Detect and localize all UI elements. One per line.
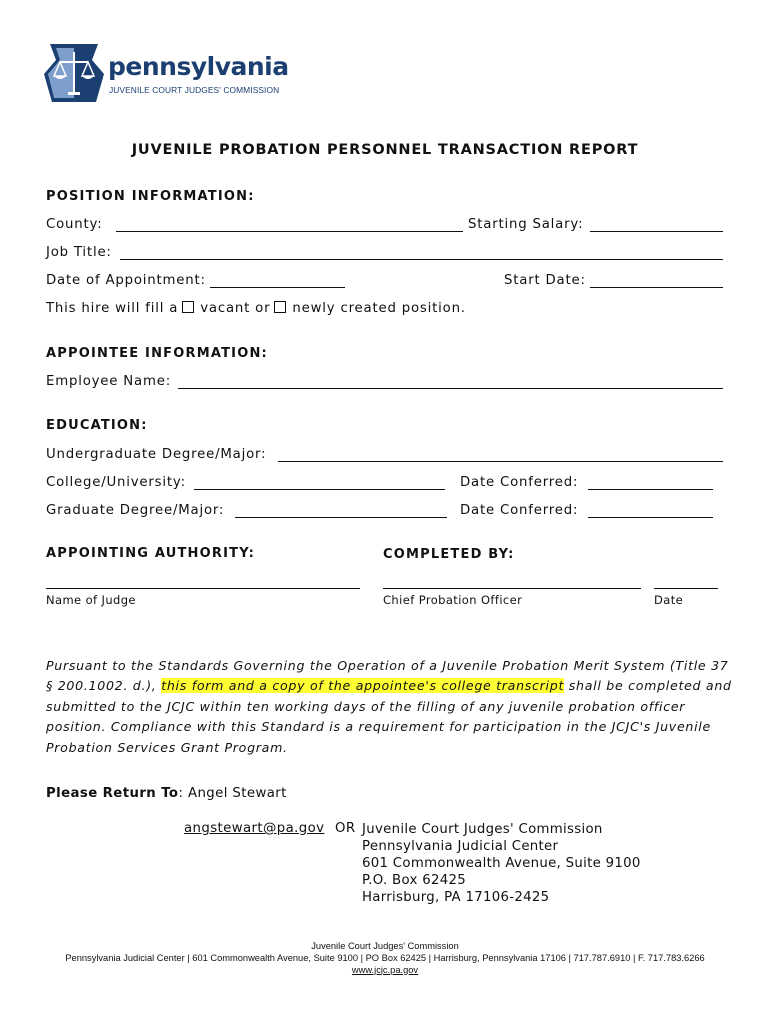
employee-name-label: Employee Name: [46,374,171,389]
officer-signature-line[interactable] [383,588,641,589]
job-title-label: Job Title: [46,245,112,260]
position-heading: POSITION INFORMATION: [46,189,255,204]
appointment-label: Date of Appointment: [46,273,206,288]
return-or: OR [335,821,356,836]
salary-label: Starting Salary: [468,217,584,232]
grad-label: Graduate Degree/Major: [46,503,225,518]
standards-paragraph [46,656,736,758]
judge-caption: Name of Judge [46,593,136,607]
newly-created-option-label: newly created position. [292,301,466,316]
conferred-field-1[interactable] [588,489,713,490]
footer-org: Juvenile Court Judges' Commission [311,941,459,951]
footer-contact: Pennsylvania Judicial Center | 601 Commonwealth Avenue, Suite 9100 | PO Box 62425 | Harrisburg, Pennsylvania 17106 | 717.787.6910 | F. 717.783.6266 [65,952,705,963]
education-heading: EDUCATION: [46,418,148,433]
address-line: Harrisburg, PA 17106-2425 [362,890,550,905]
college-field[interactable] [194,489,445,490]
return-address [362,821,641,906]
footer-website-link[interactable]: www.jcjc.pa.gov [351,964,419,975]
conferred-label-1: Date Conferred: [460,475,579,490]
date-caption: Date [654,593,684,607]
hire-type-prefix: This hire will fill a [46,301,179,316]
conferred-field-2[interactable] [588,517,713,518]
undergrad-field[interactable] [278,461,723,462]
grad-field[interactable] [235,517,447,518]
keystone-scales-of-justice-icon [44,44,104,102]
start-date-label: Start Date: [504,273,586,288]
completed-by-heading: COMPLETED BY: [383,547,515,562]
judge-signature-line[interactable] [46,588,360,589]
job-title-field[interactable] [120,259,723,260]
address-line: Juvenile Court Judges' Commission [362,822,603,837]
officer-caption: Chief Probation Officer [383,593,523,607]
county-label: County: [46,217,103,232]
address-line: Pennsylvania Judicial Center [362,839,559,854]
employee-name-field[interactable] [178,388,723,389]
start-date-field[interactable] [590,287,723,288]
highlighted-requirement: this form and a copy of the appointee's college transcript [161,678,565,694]
paragraph-text-1: Pursuant to the Standards Governing the Operation of a Juvenile Probation Merit System (Title 37 § 200.1002. d.), [46,658,729,694]
date-signature-line[interactable] [654,588,718,589]
page-footer [0,941,770,976]
county-field[interactable] [116,231,463,232]
logo-wordmark: pennsylvania [108,52,289,81]
return-to-row [46,786,287,801]
appointee-heading: APPOINTEE INFORMATION: [46,346,268,361]
vacant-option-label: vacant or [200,301,271,316]
address-line: P.O. Box 62425 [362,873,466,888]
salary-field[interactable] [590,231,723,232]
form-title: JUVENILE PROBATION PERSONNEL TRANSACTION REPORT [131,142,639,158]
address-line: 601 Commonwealth Avenue, Suite 9100 [362,856,641,871]
return-to-label: Please Return To [46,786,179,801]
return-email-link[interactable]: angstewart@pa.gov [184,821,325,836]
return-to-name: : Angel Stewart [178,786,287,801]
paragraph-text-2: shall be completed and submitted to the JCJC within ten working days of the filling of any juvenile probation officer position. Compliance with this Standard is a requirement for participation in the JCJC's Juvenile Probation Services Grant Program. [46,678,732,755]
logo-subtitle: JUVENILE COURT JUDGES' COMMISSION [109,85,280,95]
undergrad-label: Undergraduate Degree/Major: [46,447,267,462]
return-contact [184,821,356,836]
college-label: College/University: [46,475,186,490]
appointment-date-field[interactable] [210,287,345,288]
conferred-label-2: Date Conferred: [460,503,579,518]
appointing-authority-heading: APPOINTING AUTHORITY: [46,546,256,561]
hire-type-row [46,301,466,316]
newly-created-checkbox[interactable] [274,301,286,313]
vacant-checkbox[interactable] [182,301,194,313]
